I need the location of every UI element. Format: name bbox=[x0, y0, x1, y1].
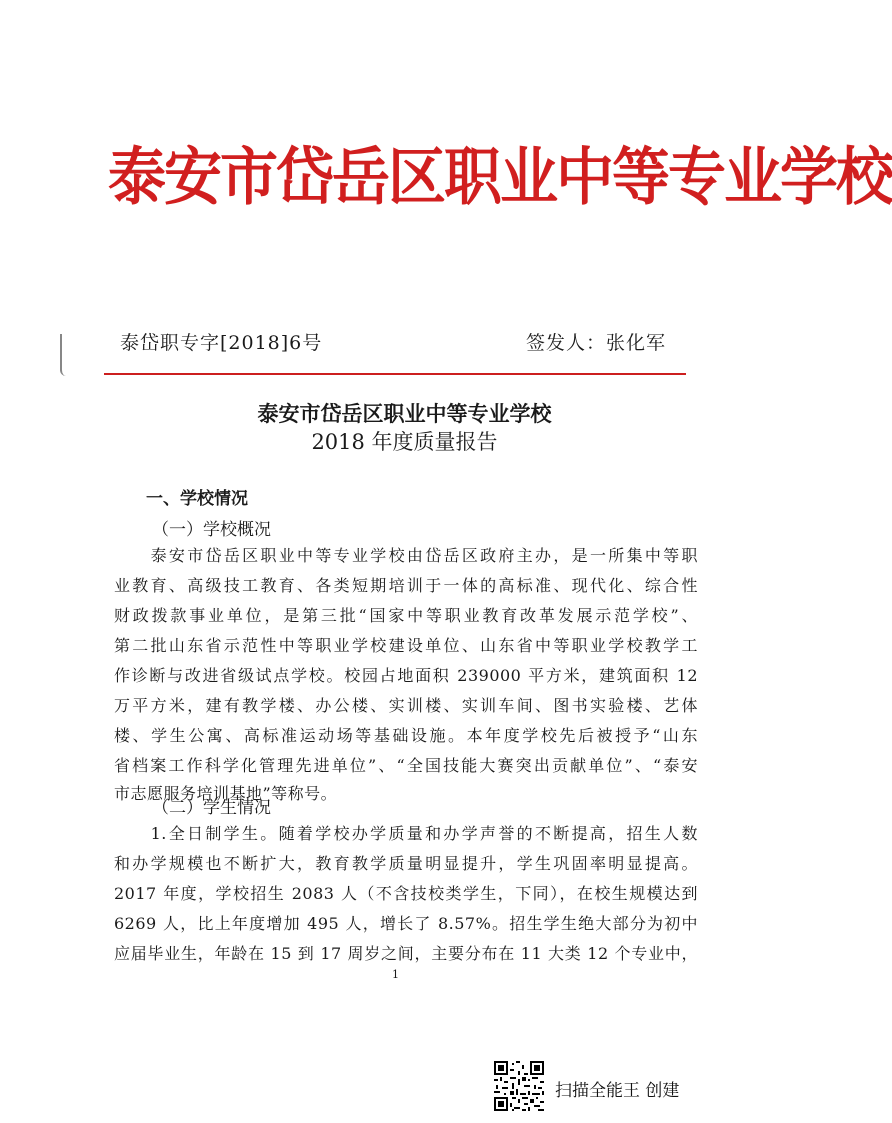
scan-margin-mark bbox=[60, 334, 68, 376]
paragraph-line: 2017 年度，学校招生 2083 人（不含技校类学生，下同），在校生规模达到 bbox=[114, 884, 698, 903]
paragraph-line: 万平方米，建有教学楼、办公楼、实训楼、实训车间、图书实验楼、艺体 bbox=[114, 696, 698, 715]
report-title-line2: 2018 年度质量报告 bbox=[311, 430, 498, 454]
paragraph-line: 应届毕业生，年龄在 15 到 17 周岁之间，主要分布在 11 大类 12 个专业中， bbox=[114, 944, 698, 963]
subsection-heading-students: （二）学生情况 bbox=[152, 798, 271, 818]
qr-code-icon bbox=[494, 1061, 544, 1111]
paragraph-line: 财政拨款事业单位，是第三批“国家中等职业教育改革发展示范学校”、 bbox=[114, 606, 698, 625]
paragraph-line: 6269 人，比上年度增加 495 人，增长了 8.57%。招生学生绝大部分为初中 bbox=[114, 914, 698, 933]
paragraph-line: 1.全日制学生。随着学校办学质量和办学声誉的不断提高，招生人数 bbox=[114, 824, 698, 843]
paragraph-line: 第二批山东省示范性中等职业学校建设单位、山东省中等职业学校教学工 bbox=[114, 636, 698, 655]
section-heading-school: 一、学校情况 bbox=[146, 489, 248, 509]
scanner-watermark-label: 扫描全能王 创建 bbox=[555, 1081, 680, 1101]
red-divider-rule bbox=[104, 373, 686, 375]
paragraph-line: 业教育、高级技工教育、各类短期培训于一体的高标准、现代化、综合性 bbox=[114, 576, 698, 595]
document-number: 泰岱职专字[2018]6号 bbox=[120, 332, 323, 354]
subsection-heading-overview: （一）学校概况 bbox=[152, 520, 271, 540]
page-number: 1 bbox=[392, 968, 399, 981]
signer: 签发人：张化军 bbox=[526, 332, 667, 354]
org-letterhead-title: 泰安市岱岳区职业中等专业学校 bbox=[108, 140, 892, 214]
paragraph-line: 楼、学生公寓、高标准运动场等基础设施。本年度学校先后被授予“山东 bbox=[114, 726, 698, 745]
paragraph-line: 泰安市岱岳区职业中等专业学校由岱岳区政府主办，是一所集中等职 bbox=[114, 546, 698, 565]
paragraph-line: 和办学规模也不断扩大，教育教学质量明显提升，学生巩固率明显提高。 bbox=[114, 854, 698, 873]
paragraph-line: 市志愿服务培训基地”等称号。 bbox=[114, 784, 338, 803]
paragraph-line: 省档案工作科学化管理先进单位”、“全国技能大赛突出贡献单位”、“泰安 bbox=[114, 756, 698, 775]
paragraph-line: 作诊断与改进省级试点学校。校园占地面积 239000 平方米，建筑面积 12 bbox=[114, 666, 698, 685]
report-title-line1: 泰安市岱岳区职业中等专业学校 bbox=[257, 401, 552, 426]
